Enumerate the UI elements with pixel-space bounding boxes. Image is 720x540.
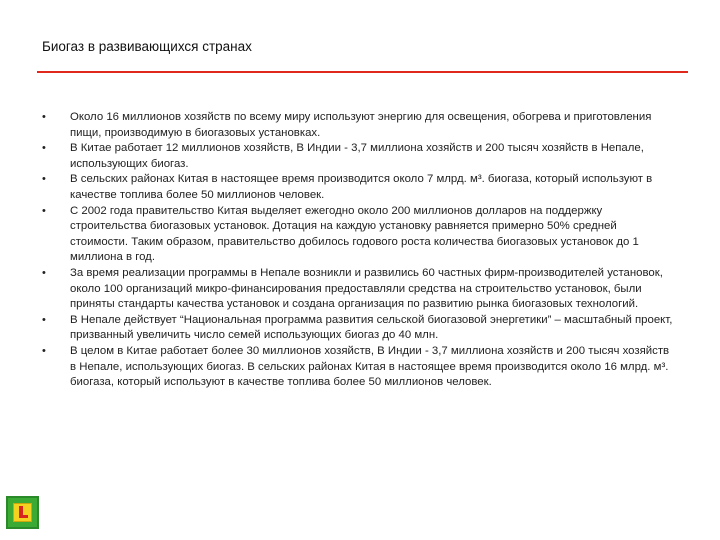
- bullet-text: В целом в Китае работает более 30 миллионов хозяйств, В Индии - 3,7 миллиона хозяйств и 200 тысяч хозяйств в Непале, использующих биогаз. В сельских районах Китая в настоящее время производится около 16 млрд. м³. биогаза, который используют в качестве топлива более 50 миллионов человек.: [70, 344, 670, 389]
- bullet-list: [42, 110, 676, 391]
- bullet-text: Около 16 миллионов хозяйств по всему миру используют энергию для освещения, обогрева и приготовления пищи, производимую в биогазовых установках.: [70, 111, 652, 139]
- bullet-marker: •: [42, 344, 46, 357]
- bullet-item: [42, 110, 676, 141]
- bullet-text: В сельских районах Китая в настоящее время производится около 7 млрд. м³. биогаза, который используют в качестве топлива более 50 миллионов человек.: [70, 173, 653, 201]
- bullet-marker: •: [42, 142, 46, 155]
- bullet-item: [42, 313, 676, 344]
- bullet-marker: •: [42, 266, 46, 279]
- bullet-item: [42, 141, 676, 172]
- bullet-item: [42, 266, 676, 313]
- bullet-text: За время реализации программы в Непале возникли и развились 60 частных фирм-производителей установок, около 100 организаций микро-финансирования предоставляли средства на строительство установок, были приняты стандарты качества установок и создана организация по развитию рынка биогазовых технологий.: [70, 266, 663, 311]
- title-divider: [37, 71, 688, 73]
- bullet-item: [42, 344, 676, 391]
- bullet-marker: •: [42, 313, 46, 326]
- bullet-item: [42, 204, 676, 266]
- bullet-marker: •: [42, 173, 46, 186]
- logo-inner-square: [13, 503, 32, 522]
- bullet-text: В Китае работает 12 миллионов хозяйств, В Индии - 3,7 миллиона хозяйств и 200 тысяч хозяйств в Непале, использующих биогаз.: [70, 142, 644, 170]
- slide-title: Биогаз в развивающихся странах: [42, 39, 252, 54]
- bullet-text: В Непале действует “Национальная программа развития сельской биогазовой энергетики” – масштабный проект, призванный увеличить число семей использующих биогаз до 40 млн.: [70, 313, 673, 342]
- bullet-marker: •: [42, 204, 46, 217]
- logo-mark-foot: [19, 515, 28, 518]
- bullet-marker: •: [42, 111, 46, 123]
- bullet-text: С 2002 года правительство Китая выделяет ежегодно около 200 миллионов долларов на поддержку строительства биогазовых установок. Дотация на каждую установку равняется примерно 50% средней стоимости. Таким образом, правительство добилось годового роста количества биогазовых установок до 1 миллиона в год.: [70, 204, 639, 264]
- company-logo-icon: [6, 496, 39, 529]
- bullet-item: [42, 172, 676, 203]
